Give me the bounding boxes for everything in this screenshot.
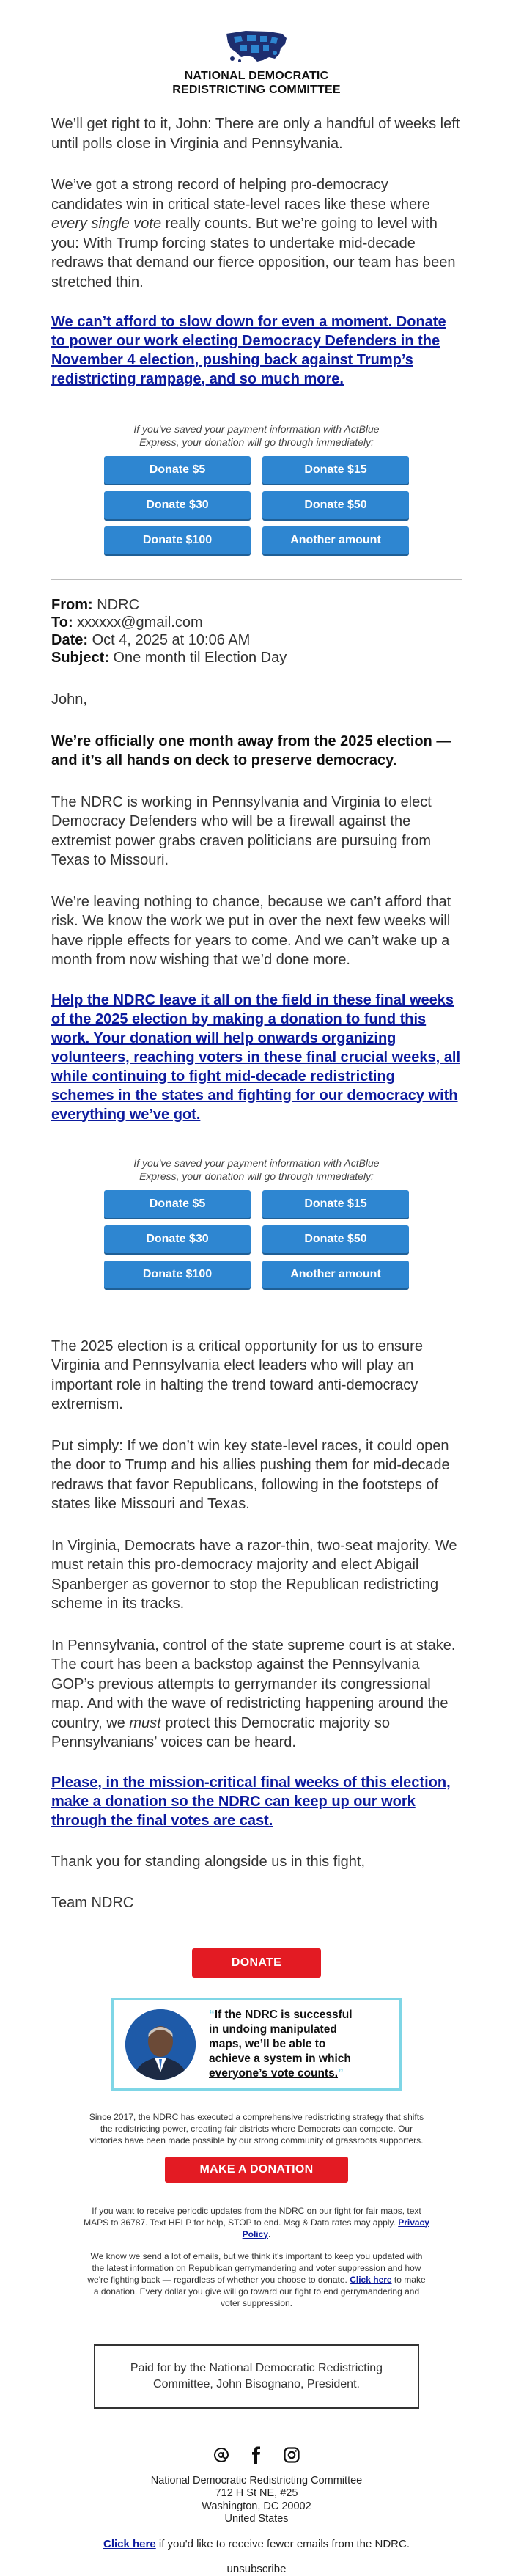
body-paragraph-5: In Virginia, Democrats have a razor-thin, two-seat majority. We must retain this pro-democracy majority and elect Abigail Spanberger as governor to stop the Republican redistricting scheme in its tracks. [51,1537,457,1612]
subject-line [51,649,462,667]
actblue-note-2-line2: Express, your donation will go through immediately: [139,1170,374,1182]
fewer-emails-link[interactable]: Click here [103,2537,156,2550]
donate-50-button-2[interactable]: Donate $50 [262,1225,409,1253]
freq-line-3-end: to make [391,2274,426,2285]
org-title-line1: NATIONAL DEMOCRATIC [184,70,329,82]
actblue-note-line2: Express, your donation will go through immediately: [139,436,374,448]
sms-line-2 [0,2217,513,2228]
body-paragraph-2: We’re leaving nothing to chance, because we can’t afford that risk. We know the work we put in over the next few weeks will have ripple effects for years to come. And we can’t wake up a month from now wishing that we’d done more. [51,893,451,968]
date-value: Oct 4, 2025 at 10:06 AM [92,632,251,648]
body-headline: We’re officially one month away from the 2025 election — and it’s all hands on deck to preserve democracy. [51,733,451,768]
subject-value: One month til Election Day [113,650,287,666]
address-line-2: 712 H St NE, #25 [215,2487,298,2499]
greeting: John, [51,691,87,708]
date-line [51,631,462,649]
subject-label: Subject: [51,650,109,666]
signoff: Team NDRC [51,1895,134,1911]
section-divider [51,579,462,580]
sms-updates-text [0,2205,513,2240]
about-line-1: Since 2017, the NDRC has executed a comprehensive redistricting strategy that shifts [89,2111,424,2122]
avatar [125,2009,196,2080]
actblue-note [0,422,513,449]
fewer-emails-text: if you'd like to receive fewer emails from the NDRC. [155,2537,410,2550]
body-section [0,690,513,1124]
about-line-2: the redistricting power, creating fair districts where Democrats can compete. Our [100,2123,413,2134]
donate-cta-button[interactable]: DONATE [192,1948,321,1978]
donate-block-1 [0,422,513,554]
body-p6-text-b: protect this Democratic majority so Pennsylvanians’ voices can be heard. [51,1714,391,1750]
donate-100-button-2[interactable]: Donate $100 [104,1261,251,1288]
quote-line-1-text: If the NDRC is successful [214,2008,353,2021]
thanks-line: Thank you for standing alongside us in this fight, [51,1853,366,1870]
freq-line-3 [0,2274,513,2286]
email-header [0,0,513,97]
org-title-line2: REDISTRICTING COMMITTEE [172,84,341,96]
make-donation-button[interactable]: MAKE A DONATION [165,2157,348,2183]
instagram-icon[interactable] [282,2445,301,2465]
paid-for-section [0,2344,513,2409]
body-paragraph-3: The 2025 election is a critical opportunity for us to ensure Virginia and Pennsylvania elect leaders who will play an important role in halting the trend toward anti-democracy extremism. [51,1337,423,1412]
make-donation-wrap [0,2157,513,2183]
actblue-note-line1: If you've saved your payment information with ActBlue [133,423,380,435]
email-frequency-text [0,2250,513,2309]
freq-line-1: We know we send a lot of emails, but we think it's important to keep you updated with [90,2250,423,2261]
body-section-2 [0,1337,513,1913]
intro-p2-text-b: really counts. But we’re going to level with you: With Trump forcing states to undertake mid-decade redraws that demand our fierce opposition, our team has been stretched thin. [51,216,456,290]
freq-line-4: a donation. Every dollar you give will go toward our fight to end gerrymandering and [93,2286,420,2297]
us-map-logo-icon [224,29,289,63]
donate-other-amount-button[interactable]: Another amount [262,526,409,554]
donate-button-grid [0,456,513,554]
intro-p2-text-a: We’ve got a strong record of helping pro-democracy candidates win in critical state-level races like these where [51,177,430,213]
freq-line-2: the latest information on Republican gerrymandering and voter suppression and how [92,2262,421,2273]
intro-section [0,114,513,389]
quote-open-mark: “ [209,2008,215,2021]
quote-line-1 [209,2008,353,2022]
paid-for-line-1: Paid for by the National Democratic Redistricting [130,2361,383,2374]
facebook-icon[interactable] [247,2445,266,2465]
quote-close-mark: ” [338,2066,344,2080]
quote-text [209,2008,353,2081]
paid-for-box [94,2344,419,2409]
body-donate-link-1[interactable]: Help the NDRC leave it all on the field in these final weeks of the 2025 election by making a donation to fund this work. Your donation will help onwards organizing volunteers, reaching voters in these final crucial weeks, all while continuing to fight mid-decade redistricting schemes in the states and fighting for our democracy with everything we’ve got. [51,991,460,1123]
address-line-1: National Democratic Redistricting Committee [150,2474,363,2487]
body-p6-text-a: In Pennsylvania, control of the state supreme court is at stake. The court has been a backstop against the Pennsylvania GOP’s previous attempts to gerrymander its congressional map. And with the wave of redistricting happening around the country, we [51,1637,456,1731]
body-paragraph-4: Put simply: If we don’t win key state-level races, it could open the door to Trump and his allies pushing them for mid-decade redraws that favor Republicans, following in the footsteps of states like Missouri and Texas. [51,1437,450,1512]
sms-line-3-end: . [268,2228,271,2239]
org-title [0,69,513,97]
intro-paragraph-1: We’ll get right to it, John: There are only a handful of weeks left until polls close in Virginia and Pennsylvania. [51,116,460,152]
donate-30-button[interactable]: Donate $30 [104,491,251,519]
donate-5-button[interactable]: Donate $5 [104,456,251,484]
forwarded-headers [0,596,513,667]
donate-button-grid-2 [0,1190,513,1288]
quote-line-2: in undoing manipulated [209,2022,337,2036]
to-label: To: [51,614,73,631]
donate-other-amount-button-2[interactable]: Another amount [262,1261,409,1288]
intro-p2-emphasis: every single vote [51,216,162,232]
from-label: From: [51,597,93,613]
to-line [51,614,462,631]
donate-15-button[interactable]: Donate $15 [262,456,409,484]
footer-address [0,2475,513,2526]
donate-15-button-2[interactable]: Donate $15 [262,1190,409,1218]
intro-donate-link[interactable]: We can’t afford to slow down for even a moment. Donate to power our work electing Democracy Defenders in the November 4 election, pushing back against Trump’s redistricting rampage, and so much more. [51,314,446,387]
body-paragraph-6 [51,1636,462,1753]
about-ndrc-text [0,2111,513,2146]
freq-line-5: voter suppression. [220,2297,293,2308]
intro-paragraph-2 [51,175,462,292]
from-value: NDRC [97,597,140,613]
threads-icon[interactable] [212,2445,231,2465]
to-value: xxxxxx@gmail.com [77,614,203,631]
sms-line-2-text: MAPS to 36787. Text HELP for help, STOP to end. Msg & Data rates may apply. [84,2217,399,2228]
donate-5-button-2[interactable]: Donate $5 [104,1190,251,1218]
quote-line-4: achieve a system in which [209,2052,351,2065]
donate-50-button[interactable]: Donate $50 [262,491,409,519]
body-paragraph-1: The NDRC is working in Pennsylvania and Virginia to elect Democracy Defenders who will be a firewall against the extremist power grabs craven politicians are pursuing from Texas to Missouri. [51,793,432,868]
quote-section [0,1998,513,2091]
about-line-3: victories have been made possible by our strong community of grassroots supporters. [89,2135,424,2146]
quote-line-5-text: everyone’s vote counts. [209,2066,339,2080]
actblue-note-2-line1: If you've saved your payment information with ActBlue [133,1156,380,1169]
donate-block-2 [0,1156,513,1288]
address-line-3: Washington, DC 20002 [202,2500,311,2512]
sms-line-3 [0,2228,513,2240]
date-label: Date: [51,632,89,648]
body-donate-link-2[interactable]: Please, in the mission-critical final weeks of this election, make a donation so the NDRC can keep up our work through the final votes are cast. [51,1774,451,1829]
fewer-emails-line [0,2538,513,2551]
quote-box [111,1998,402,2091]
donate-100-button[interactable]: Donate $100 [104,526,251,554]
donate-click-here-link[interactable]: Click here [350,2274,392,2285]
donate-cta-wrap [0,1948,513,1978]
quote-line-5 [209,2066,353,2081]
donate-30-button-2[interactable]: Donate $30 [104,1225,251,1253]
address-line-4: United States [224,2513,289,2525]
from-line [51,596,462,614]
person-portrait-icon [125,2009,196,2080]
privacy-policy-link-a[interactable]: Privacy [398,2217,429,2228]
freq-line-3-text: we're fighting back — regardless of whether you choose to donate. [87,2274,350,2285]
social-links [0,2445,513,2465]
privacy-policy-link-b[interactable]: Policy [242,2228,268,2239]
quote-line-3: maps, we’ll be able to [209,2037,326,2050]
sms-line-1: If you want to receive periodic updates from the NDRC on our fight for fair maps, text [92,2205,421,2216]
paid-for-line-2: Committee, John Bisognano, President. [153,2377,360,2390]
unsubscribe-link[interactable]: unsubscribe [226,2562,287,2575]
body-p6-emphasis: must [129,1714,161,1731]
actblue-note-2 [0,1156,513,1183]
